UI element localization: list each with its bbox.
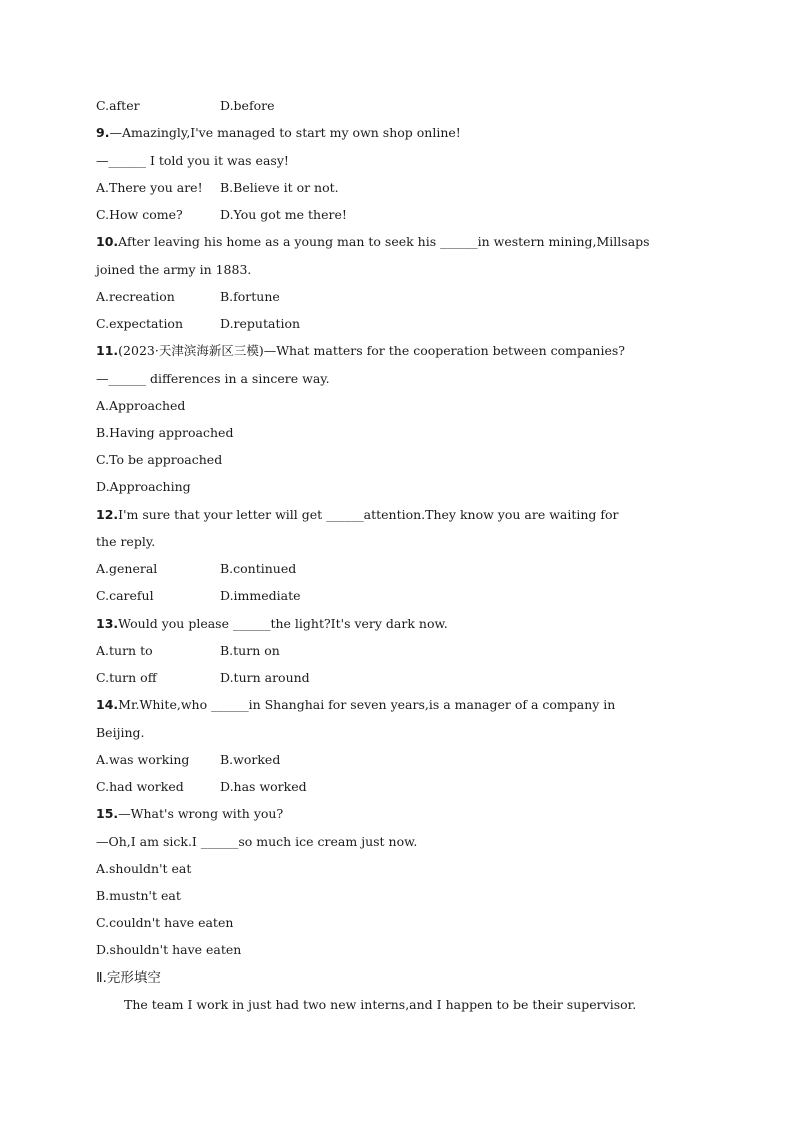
q9-option-d: D.You got me there! (220, 207, 347, 222)
q8-option-d: D.before (220, 98, 275, 113)
q13-option-a: A.turn to (96, 643, 153, 658)
q15-option-c: C.couldn't have eaten (96, 915, 234, 930)
q14-stem-2: Beijing. (96, 725, 145, 740)
q9-stem-2: —______ I told you it was easy! (96, 153, 289, 168)
q12-number: 12. (96, 507, 119, 522)
q14-stem-line (96, 697, 615, 713)
q11-stem: (2023·天津滨海新区三模)—What matters for the cooperation between companies? (118, 343, 625, 358)
q10-stem-line (96, 234, 650, 250)
q10-option-d: D.reputation (220, 316, 301, 331)
q9-option-b: B.Believe it or not. (220, 180, 339, 195)
q10-stem: After leaving his home as a young man to seek his ______in western mining,Millsaps (118, 234, 650, 249)
passage-line-1: The team I work in just had two new interns,and I happen to be their supervisor. (124, 997, 637, 1012)
q15-stem: —What's wrong with you? (118, 806, 284, 821)
q12-option-b: B.continued (220, 561, 297, 576)
q10-stem-2: joined the army in 1883. (96, 262, 252, 277)
q10-number: 10. (96, 234, 119, 249)
q14-option-b: B.worked (220, 752, 281, 767)
q14-option-d: D.has worked (220, 779, 307, 794)
q14-option-c: C.had worked (96, 779, 184, 794)
q10-option-c: C.expectation (96, 316, 184, 331)
q14-stem: Mr.White,who ______in Shanghai for seven years,is a manager of a company in (118, 697, 616, 712)
q9-stem: —Amazingly,I've managed to start my own shop online! (109, 125, 461, 140)
q15-option-a: A.shouldn't eat (96, 861, 192, 876)
q12-stem-2: the reply. (96, 534, 156, 549)
q12-option-d: D.immediate (220, 588, 301, 603)
q12-stem-line (96, 507, 619, 523)
q8-option-c: C.after (96, 98, 140, 113)
q15-option-b: B.mustn't eat (96, 888, 181, 903)
q9-option-c: C.How come? (96, 207, 183, 222)
section-heading: Ⅱ.完形填空 (96, 970, 161, 986)
q11-option-a: A.Approached (96, 398, 186, 413)
q10-option-a: A.recreation (96, 289, 175, 304)
q12-option-c: C.careful (96, 588, 154, 603)
q13-number: 13. (96, 616, 119, 631)
q13-stem: Would you please ______the light?It's very dark now. (118, 616, 448, 631)
q9-stem-line (96, 125, 461, 141)
q14-number: 14. (96, 697, 119, 712)
q12-option-a: A.general (96, 561, 158, 576)
q9-number: 9. (96, 125, 110, 140)
q11-stem-2: —______ differences in a sincere way. (96, 371, 330, 386)
q13-option-c: C.turn off (96, 670, 157, 685)
q9-option-a: A.There you are! (96, 180, 203, 195)
q11-option-d: D.Approaching (96, 479, 191, 494)
q14-option-a: A.was working (96, 752, 190, 767)
q11-stem-line (96, 343, 625, 359)
q10-option-b: B.fortune (220, 289, 280, 304)
q15-stem-2: —Oh,I am sick.I ______so much ice cream just now. (96, 834, 418, 849)
q11-number: 11. (96, 343, 119, 358)
q11-option-b: B.Having approached (96, 425, 234, 440)
q15-option-d: D.shouldn't have eaten (96, 942, 242, 957)
q15-stem-line (96, 806, 283, 822)
q13-stem-line (96, 616, 448, 632)
q15-number: 15. (96, 806, 119, 821)
q13-option-d: D.turn around (220, 670, 310, 685)
q11-option-c: C.To be approached (96, 452, 223, 467)
q12-stem: I'm sure that your letter will get ______attention.They know you are waiting for (118, 507, 619, 522)
q13-option-b: B.turn on (220, 643, 280, 658)
